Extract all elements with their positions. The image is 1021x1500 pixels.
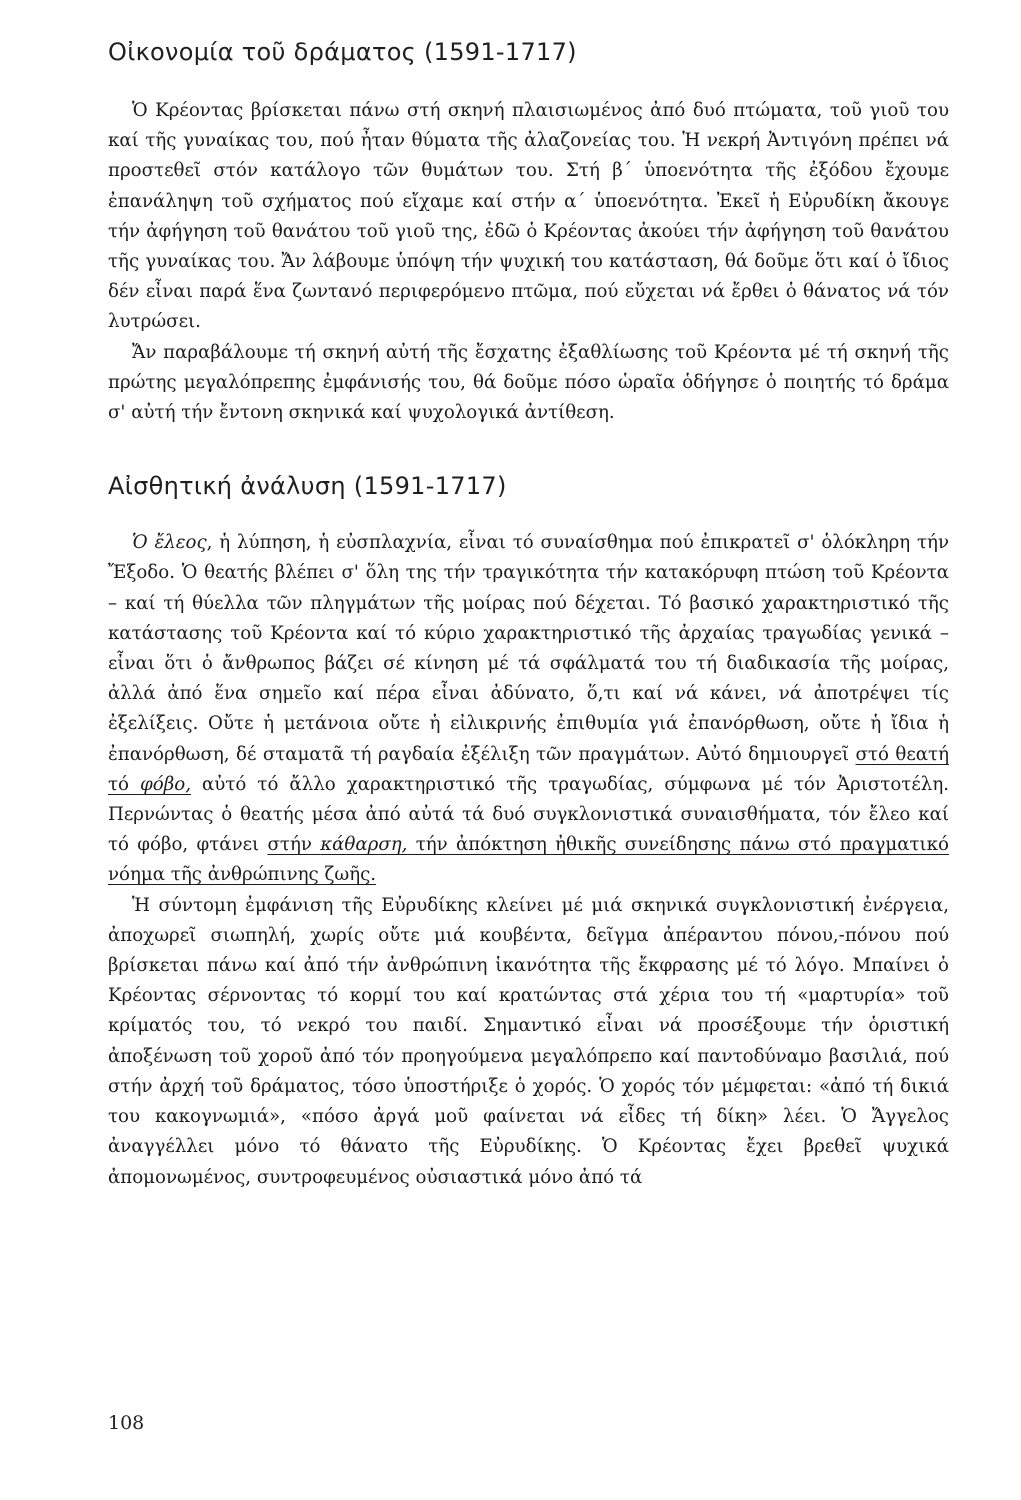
paragraph <box>108 528 949 890</box>
paragraph: Ὁ Κρέοντας βρίσκεται πάνω στή σκηνή πλαισιωμένος ἀπό δυό πτώματα, τοῦ γιοῦ του καί τῆς γυναίκας του, πού ἦταν θύματα τῆς ἀλαζονείας του. Ἡ νεκρή Ἀντιγόνη πρέπει νά προστεθεῖ στόν κατάλογο τῶν θυμάτων του. Στή β΄ ὑποενότητα τῆς ἐξόδου ἔχουμε ἐπανάληψη τοῦ σχήματος πού εἴχαμε καί στήν α΄ ὑποενότητα. Ἐκεῖ ἡ Εὐρυδίκη ἄκουγε τήν ἀφήγηση τοῦ θανάτου τοῦ γιοῦ της, ἐδῶ ὁ Κρέοντας ἀκούει τήν ἀφήγηση τοῦ θανάτου τῆς γυναίκας του. Ἄν λάβουμε ὑπόψη τήν ψυχική του κατάσταση, θά δοῦμε ὅτι καί ὁ ἴδιος δέν εἶναι παρά ἕνα ζωντανό περιφερόμενο πτῶμα, πού εὔχεται νά ἔρθει ὁ θάνατος νά τόν λυτρώσει. <box>108 100 949 333</box>
paragraph: Ἡ σύντομη ἐμφάνιση τῆς Εὐρυδίκης κλείνει μέ μιά σκηνικά συγκλονιστική ἐνέργεια, ἀποχωρεῖ σιωπηλή, χωρίς οὔτε μιά κουβέντα, δεῖγμα ἀπέραντου πόνου,-πόνου πού βρίσκεται πάνω καί ἀπό τήν ἀνθρώπινη ἱκανότητα τῆς ἔκφρασης μέ τό λόγο. Μπαίνει ὁ Κρέοντας σέρνοντας τό κορμί του καί κρατώντας στά χέρια του τή «μαρτυρία» τοῦ κρίματός του, τό νεκρό του παιδί. Σημαντικό εἶναι νά προσέξουμε τήν ὁριστική ἀποξένωση τοῦ χοροῦ ἀπό τόν προηγούμενα μεγαλόπρεπο καί παντοδύναμο βασιλιά, πού στήν ἀρχή τοῦ δράματος, τόσο ὑποστήριξε ὁ χορός. Ὁ χορός τόν μέμφεται: «ἀπό τή δικιά του κακογνωμιά», «πόσο ἀργά μοῦ φαίνεται νά εἶδες τή δίκη» λέει. Ὁ Ἄγγελος ἀναγγέλλει μόνο τό θάνατο τῆς Εὐρυδίκης. Ὁ Κρέοντας ἔχει βρεθεῖ ψυχικά ἀπομονωμένος, συντροφευμένος οὐσιαστικά μόνο ἀπό τά <box>108 894 949 1188</box>
text-span: αὐτό τό ἄλλο χαρακτηριστικό τῆς τραγωδίας, σύμφωνα μέ τόν Ἀριστοτέλη. Περνώντας ὁ θεατής μέσα ἀπό αὐτά τά δυό συγκλονιστικά συναισθήματα, τόν ἔλεο καί τό φόβο, φτάνει <box>108 773 949 856</box>
italic-term: φόβο, <box>140 773 191 795</box>
text-span: στό θεατή τό <box>108 743 949 795</box>
italic-term: κάθαρση, <box>320 834 408 856</box>
text-span: τήν ἀπόκτηση ἠθικῆς συνείδησης πάνω στό πραγματικό νόημα τῆς ἀνθρώπινης ζωῆς. <box>108 834 949 886</box>
page-number: 108 <box>108 1412 145 1434</box>
section-economy-body <box>108 96 949 428</box>
text-span: στήν <box>267 834 321 856</box>
section-heading-aesthetic: Αἰσθητική ἀνάλυση (1591-1717) <box>108 472 507 501</box>
section-heading-economy: Οἰκονομία τοῦ δράματος (1591-1717) <box>108 38 577 66</box>
section-aesthetic-body <box>108 528 949 1192</box>
italic-term: Ὁ ἔλεος <box>132 532 207 554</box>
paragraph: Ἄν παραβάλουμε τή σκηνή αὐτή τῆς ἔσχατης ἐξαθλίωσης τοῦ Κρέοντα μέ τή σκηνή τῆς πρώτης μεγαλόπρεπης ἐμφάνισής του, θά δοῦμε πόσο ὡραῖα ὁδήγησε ὁ ποιητής τό δράμα σ' αὐτή τήν ἔντονη σκηνικά καί ψυχολογικά ἀντίθεση. <box>108 341 949 424</box>
text-span: , ἡ λύπηση, ἡ εὐσπλαχνία, εἶναι τό συναίσθημα πού ἐπικρατεῖ σ' ὁλόκληρη τήν Ἔξοδο. Ὁ θεατής βλέπει σ' ὅλη της τήν τραγικότητα τήν κατακόρυφη πτώση τοῦ Κρέοντα – καί τή θύελλα τῶν πληγμάτων τῆς μοίρας πού δέχεται. Τό βασικό χαρακτηριστικό τῆς κατάστασης τοῦ Κρέοντα καί τό κύριο χαρακτηριστικό τῆς ἀρχαίας τραγωδίας γενικά – εἶναι ὅτι ὁ ἄνθρωπος βάζει σέ κίνηση μέ τά σφάλματά του τή διαδικασία τῆς μοίρας, ἀλλά ἀπό ἕνα σημεῖο καί πέρα εἶναι ἀδύνατο, ὅ,τι καί νά κάνει, νά ἀποτρέψει τίς ἐξελίξεις. Οὔτε ἡ μετάνοια οὔτε ἡ εἰλικρινής ἐπιθυμία γιά ἐπανόρθωση, οὔτε ἡ ἴδια ἡ ἐπανόρθωση, δέ σταματᾶ τή ραγδαία ἐξέλιξη τῶν πραγμάτων. Αὐτό δημιουργεῖ <box>108 532 949 765</box>
